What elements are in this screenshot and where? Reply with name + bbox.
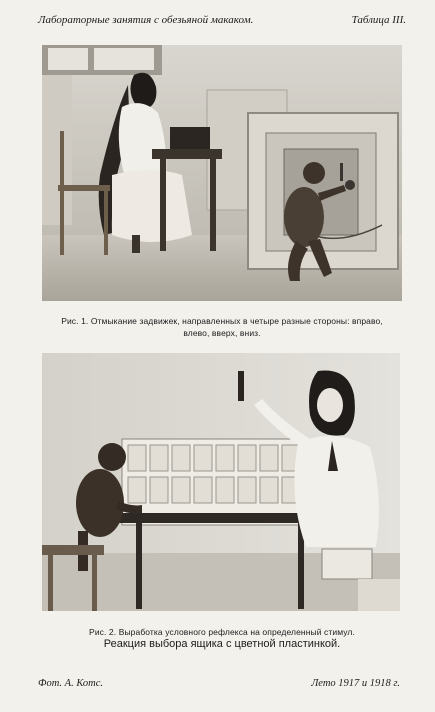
figure-1-caption — [44, 315, 400, 339]
figure-1-caption-line-2: влево, вверх, вниз. — [183, 328, 261, 338]
page-header — [38, 14, 406, 30]
photo-figure-2 — [42, 353, 400, 611]
plate-number: Таблица III. — [351, 14, 406, 26]
figure-2-caption: Рис. 2. Выработка условного рефлекса на определенный стимул. — [89, 627, 355, 637]
photo-figure-1 — [42, 45, 402, 301]
header-title: Лабораторные занятия с обезьяной макаком. — [38, 14, 254, 26]
page-footer — [38, 678, 400, 694]
figure-2-caption-subtitle: Реакция выбора ящика с цветной пластинкой. — [103, 638, 341, 650]
photo-date: Лето 1917 и 1918 г. — [311, 678, 400, 689]
photo-credit: Фот. А. Котс. — [38, 678, 104, 689]
figure-1-caption-line-1: Рис. 1. Отмыкание задвижек, направленных в четыре разные стороны: вправо, — [61, 316, 383, 326]
